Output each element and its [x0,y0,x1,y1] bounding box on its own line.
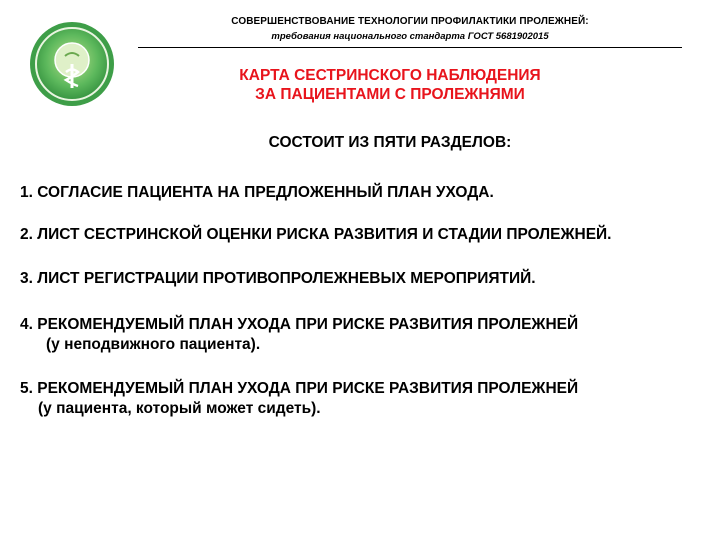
list-item-note: (у пациента, который может сидеть). [38,400,321,417]
page-title [140,66,640,104]
sections-heading: СОСТОИТ ИЗ ПЯТИ РАЗДЕЛОВ: [268,134,512,151]
medical-emblem-icon [28,20,116,108]
list-item [20,183,715,203]
header-divider [138,47,682,48]
header-subtitle: требования национального стандарта ГОСТ 5681902015 [271,31,549,42]
list-item-text: 2. ЛИСТ СЕСТРИНСКОЙ ОЦЕНКИ РИСКА РАЗВИТИЯ И СТАДИИ ПРОЛЕЖНЕЙ. [20,226,612,243]
list-item [20,225,715,245]
list-item [20,315,715,355]
list-item-note: (у неподвижного пациента). [46,336,261,353]
page-title-line-2: ЗА ПАЦИЕНТАМИ С ПРОЛЕЖНЯМИ [255,86,525,103]
list-item [20,269,715,289]
header-title: СОВЕРШЕНСТВОВАНИЕ ТЕХНОЛОГИИ ПРОФИЛАКТИКИ ПРОЛЕЖНЕЙ: [231,16,589,27]
list-item-text: 5. РЕКОМЕНДУЕМЫЙ ПЛАН УХОДА ПРИ РИСКЕ РАЗВИТИЯ ПРОЛЕЖНЕЙ [20,380,579,397]
list-item-text: 3. ЛИСТ РЕГИСТРАЦИИ ПРОТИВОПРОЛЕЖНЕВЫХ МЕРОПРИЯТИЙ. [20,270,536,287]
page-title-line-1: КАРТА СЕСТРИНСКОГО НАБЛЮДЕНИЯ [239,67,541,84]
list-item-text: 4. РЕКОМЕНДУЕМЫЙ ПЛАН УХОДА ПРИ РИСКЕ РАЗВИТИЯ ПРОЛЕЖНЕЙ [20,316,579,333]
list-item [20,379,715,419]
list-item-text: 1. СОГЛАСИЕ ПАЦИЕНТА НА ПРЕДЛОЖЕННЫЙ ПЛАН УХОДА. [20,184,494,201]
